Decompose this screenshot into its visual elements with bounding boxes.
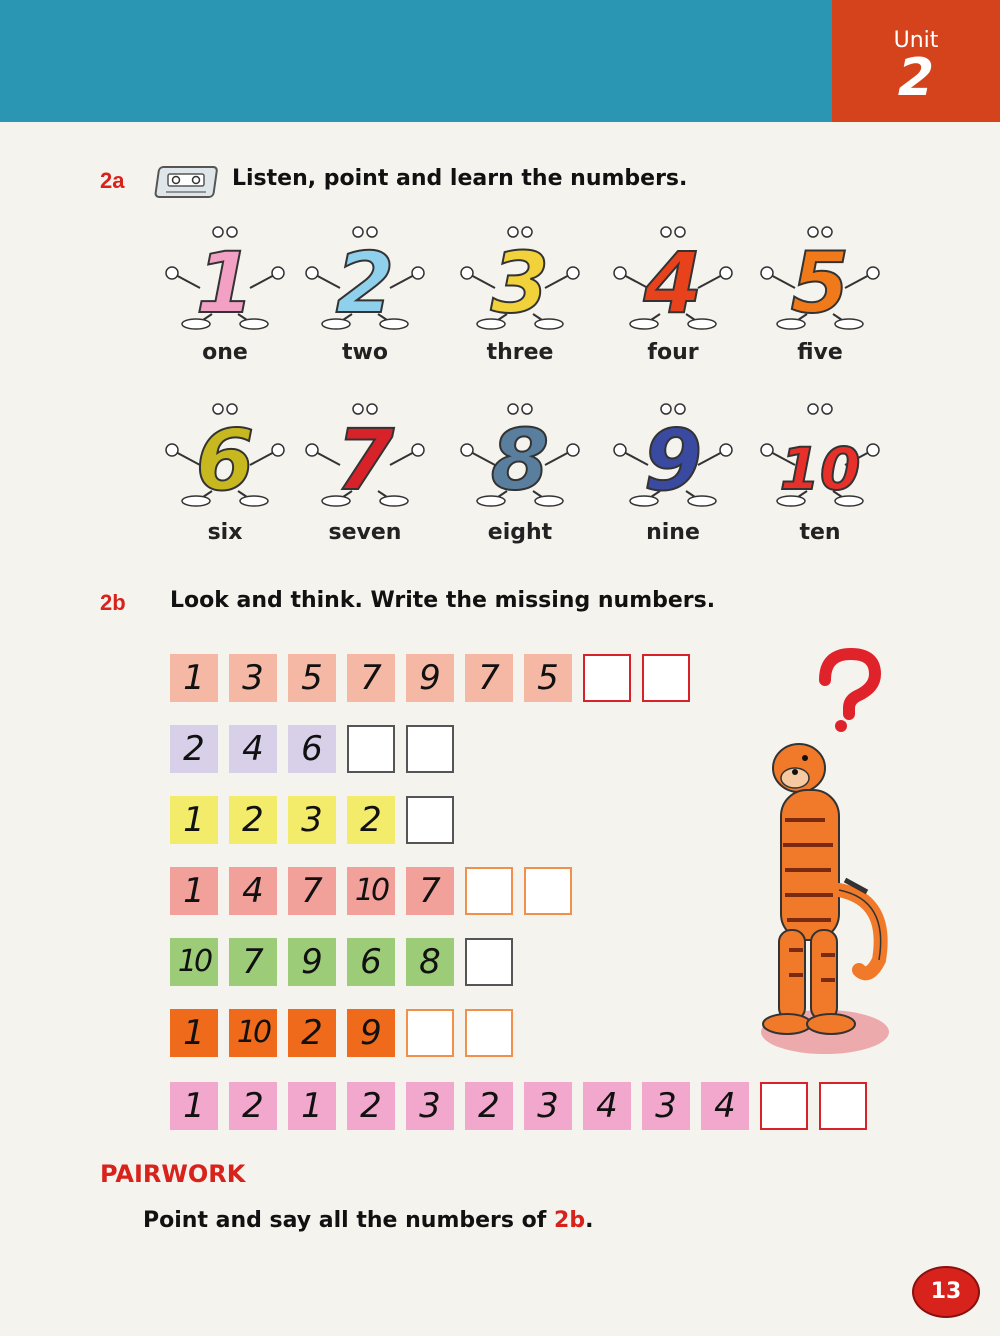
sequence-number: 7 xyxy=(288,867,336,915)
sequence-number: 5 xyxy=(288,654,336,702)
sequence-number: 7 xyxy=(347,654,395,702)
sequence-number: 9 xyxy=(406,654,454,702)
sequence-number: 9 xyxy=(347,1009,395,1057)
number-word-nine: nine xyxy=(646,520,700,545)
section-2b-label: 2b xyxy=(100,590,126,615)
sequence-number: 7 xyxy=(465,654,513,702)
sequence-number: 1 xyxy=(170,654,218,702)
number-word-ten: ten xyxy=(799,520,841,545)
sequence-number: 9 xyxy=(288,938,336,986)
answer-box[interactable] xyxy=(406,725,454,773)
sequence-number: 1 xyxy=(170,1009,218,1057)
svg-text:8: 8 xyxy=(490,411,550,509)
answer-box[interactable] xyxy=(819,1082,867,1130)
answer-box[interactable] xyxy=(524,867,572,915)
answer-box[interactable] xyxy=(583,654,631,702)
sequence-number: 1 xyxy=(288,1082,336,1130)
svg-text:4: 4 xyxy=(643,234,703,332)
answer-box[interactable] xyxy=(406,1009,454,1057)
sequence-number: 3 xyxy=(642,1082,690,1130)
pairwork-title: PAIRWORK xyxy=(100,1160,246,1188)
answer-box[interactable] xyxy=(347,725,395,773)
number-character-6 xyxy=(160,395,290,515)
sequence-number: 10 xyxy=(170,938,218,986)
number-word-four: four xyxy=(647,340,699,365)
sequence-number: 2 xyxy=(229,796,277,844)
svg-text:6: 6 xyxy=(195,411,255,509)
sequence-number: 1 xyxy=(170,796,218,844)
answer-box[interactable] xyxy=(760,1082,808,1130)
unit-number: 2 xyxy=(897,48,935,108)
number-word-two: two xyxy=(342,340,388,365)
sequence-number: 3 xyxy=(406,1082,454,1130)
sequence-number: 2 xyxy=(465,1082,513,1130)
number-character-3 xyxy=(455,218,585,338)
sequence-number: 10 xyxy=(229,1009,277,1057)
sequence-number: 8 xyxy=(406,938,454,986)
answer-box[interactable] xyxy=(642,654,690,702)
number-word-seven: seven xyxy=(328,520,402,545)
svg-text:1: 1 xyxy=(195,234,255,332)
svg-text:5: 5 xyxy=(790,234,850,332)
number-character-8 xyxy=(455,395,585,515)
unit-badge xyxy=(832,0,1000,122)
sequence-number: 7 xyxy=(229,938,277,986)
sequence-number: 4 xyxy=(229,867,277,915)
number-word-eight: eight xyxy=(487,520,553,545)
sequence-number: 1 xyxy=(170,867,218,915)
sequence-number: 2 xyxy=(347,1082,395,1130)
section-2b-instruction: Look and think. Write the missing numbers. xyxy=(170,588,716,613)
number-character-7 xyxy=(300,395,430,515)
svg-text:9: 9 xyxy=(643,411,703,509)
answer-box[interactable] xyxy=(465,938,513,986)
number-word-five: five xyxy=(797,340,843,365)
tiger-illustration xyxy=(755,640,905,1060)
section-2a-label: 2a xyxy=(100,168,125,193)
number-character-2 xyxy=(300,218,430,338)
number-word-six: six xyxy=(207,520,243,545)
pairwork-ref: 2b xyxy=(554,1208,586,1233)
answer-box[interactable] xyxy=(406,796,454,844)
svg-text:2: 2 xyxy=(335,234,395,332)
page-number: 13 xyxy=(912,1266,980,1318)
pairwork-text: Point and say all the numbers of xyxy=(143,1208,555,1233)
sequence-number: 5 xyxy=(524,654,572,702)
sequence-number: 6 xyxy=(347,938,395,986)
pairwork-end: . xyxy=(585,1208,594,1233)
cassette-tape-icon xyxy=(152,162,218,202)
sequence-number: 2 xyxy=(229,1082,277,1130)
number-character-10 xyxy=(755,395,885,515)
pairwork-instruction xyxy=(143,1208,593,1233)
section-2a-instruction: Listen, point and learn the numbers. xyxy=(232,166,688,191)
sequence-number: 2 xyxy=(288,1009,336,1057)
sequence-number: 2 xyxy=(170,725,218,773)
sequence-number: 4 xyxy=(583,1082,631,1130)
svg-text:7: 7 xyxy=(335,411,395,509)
sequence-number: 4 xyxy=(701,1082,749,1130)
sequence-number: 3 xyxy=(288,796,336,844)
svg-text:10: 10 xyxy=(779,435,861,503)
sequence-number: 1 xyxy=(170,1082,218,1130)
number-character-5 xyxy=(755,218,885,338)
sequence-number: 10 xyxy=(347,867,395,915)
sequence-number: 2 xyxy=(347,796,395,844)
number-character-1 xyxy=(160,218,290,338)
header-band xyxy=(0,0,832,122)
unit-label: Unit xyxy=(893,28,939,53)
sequence-number: 7 xyxy=(406,867,454,915)
number-character-9 xyxy=(608,395,738,515)
number-character-4 xyxy=(608,218,738,338)
answer-box[interactable] xyxy=(465,867,513,915)
sequence-number: 3 xyxy=(229,654,277,702)
answer-box[interactable] xyxy=(465,1009,513,1057)
svg-text:3: 3 xyxy=(490,234,550,332)
sequence-number: 3 xyxy=(524,1082,572,1130)
number-word-three: three xyxy=(486,340,554,365)
number-word-one: one xyxy=(202,340,248,365)
sequence-number: 6 xyxy=(288,725,336,773)
sequence-number: 4 xyxy=(229,725,277,773)
